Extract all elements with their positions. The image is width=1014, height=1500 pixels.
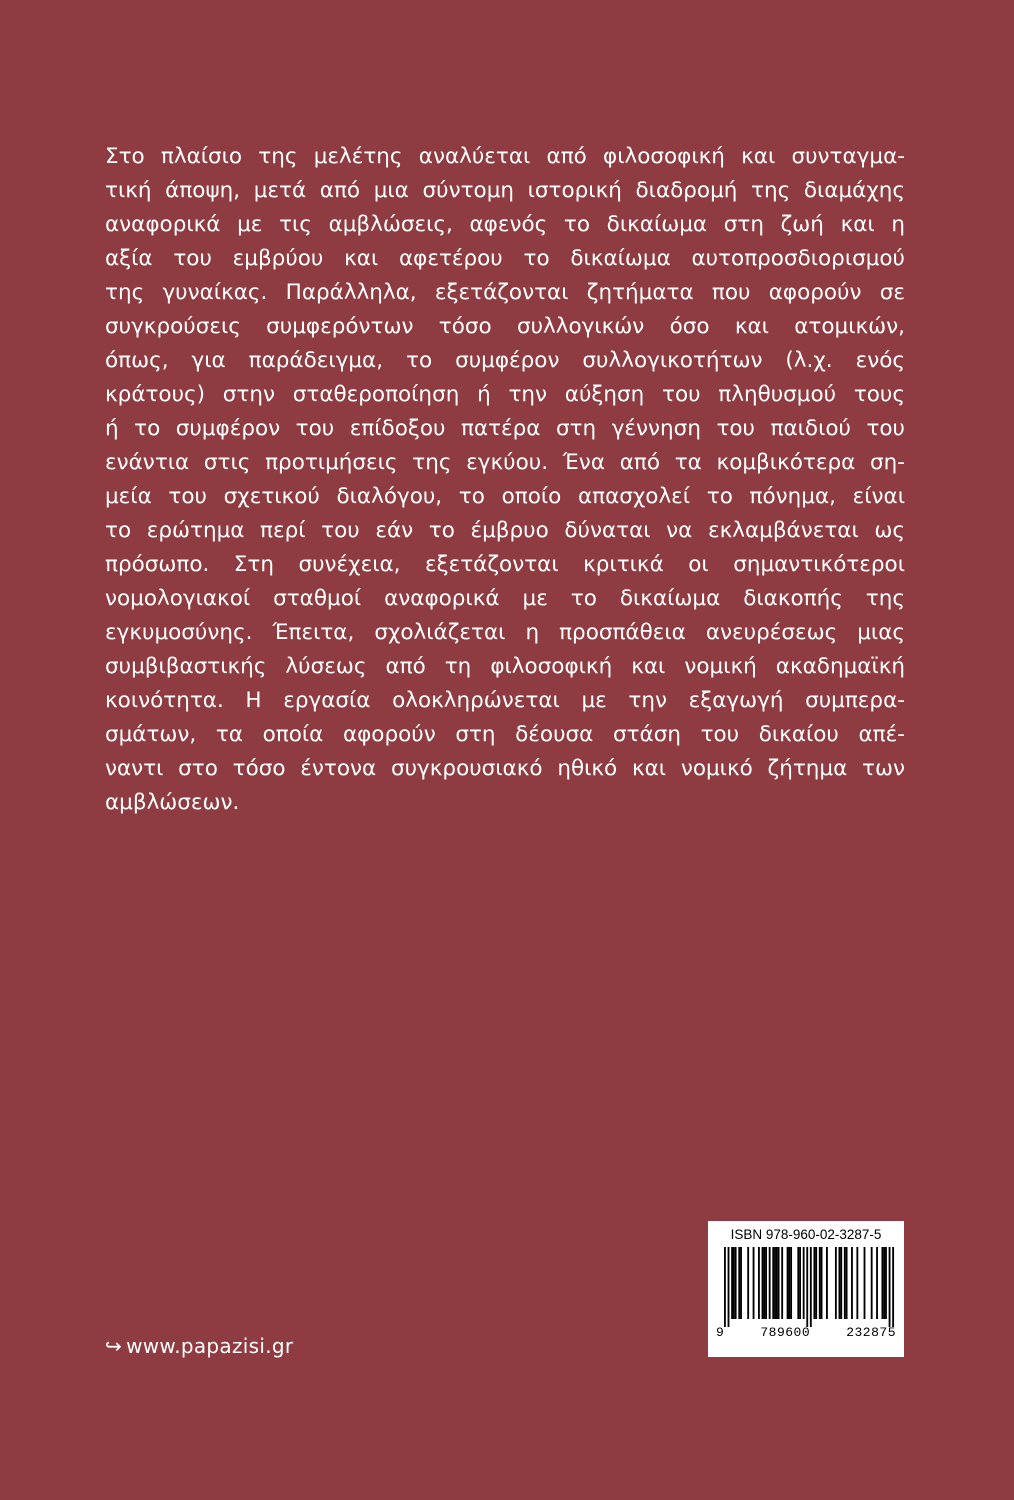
barcode-bar xyxy=(885,1247,887,1319)
barcode-bar xyxy=(778,1247,780,1319)
blurb-line: όπως, για παράδειγμα, το συμφέρον συλλογικοτήτων (λ.χ. ενός xyxy=(105,348,905,373)
barcode-bar xyxy=(856,1247,858,1319)
barcode-guard-bar xyxy=(892,1247,894,1327)
blurb-line: συγκρούσεις συμφερόντων τόσο συλλογικών όσο και ατομικών, xyxy=(105,314,905,339)
barcode-image xyxy=(716,1247,896,1327)
barcode-bar xyxy=(883,1247,885,1319)
barcode-bar xyxy=(781,1247,783,1319)
barcode-bar xyxy=(790,1247,792,1319)
isbn-label: ISBN 978-960-02-3287-5 xyxy=(730,1227,882,1242)
barcode-bar xyxy=(821,1247,823,1319)
barcode-bar xyxy=(747,1247,749,1319)
blurb-line: της γυναίκας. Παράλληλα, εξετάζονται ζητήματα που αφορούν σε xyxy=(105,280,905,305)
barcode-bar xyxy=(839,1247,841,1319)
arrow-hook-icon: ↪ xyxy=(105,1334,123,1358)
website-url[interactable]: www.papazisi.gr xyxy=(126,1334,294,1358)
barcode-guard-bar xyxy=(724,1247,726,1327)
barcode-bar xyxy=(871,1247,873,1319)
barcode-bar xyxy=(826,1247,828,1319)
barcode-bar xyxy=(758,1247,760,1319)
barcode-bar xyxy=(762,1247,764,1319)
barcode-bar xyxy=(763,1247,765,1319)
barcode-bar xyxy=(753,1247,755,1319)
blurb-line: τική άποψη, μετά από μια σύντομη ιστορική διαδρομή της διαμάχης xyxy=(105,178,905,203)
barcode-bar xyxy=(846,1247,848,1319)
barcode-bar xyxy=(740,1247,742,1319)
blurb-line: αμβλώσεων. xyxy=(105,790,240,815)
barcode-guard-bar xyxy=(806,1247,808,1327)
blurb-line: Στο πλαίσιο της μελέτης αναλύεται από φιλοσοφική και συνταγμα- xyxy=(105,144,905,169)
barcode-bar xyxy=(797,1247,799,1319)
barcode-bar xyxy=(769,1247,771,1319)
barcode-bar xyxy=(813,1247,815,1319)
barcode-bar xyxy=(735,1247,737,1319)
barcode-bar xyxy=(776,1247,778,1319)
barcode-bar xyxy=(881,1247,883,1319)
barcode-digit-first: 9 xyxy=(716,1325,725,1340)
barcode-bar xyxy=(765,1247,767,1319)
blurb-line: ενάντια στις προτιμήσεις της εγκύου. Ένα από τα κομβικότερα ση- xyxy=(105,450,905,475)
barcode-bar xyxy=(731,1247,733,1319)
blurb-line: συμβιβαστικής λύσεως από τη φιλοσοφική και νομική ακαδημαϊκή xyxy=(105,654,905,679)
blurb-line: κράτους) στην σταθεροποίηση ή την αύξηση του πληθυσμού τους xyxy=(105,382,905,407)
barcode-bar xyxy=(788,1247,790,1319)
barcode-bar xyxy=(787,1247,789,1319)
barcode-bar xyxy=(819,1247,821,1319)
blurb-line: αξία του εμβρύου και αφετέρου το δικαίωμα αυτοπροσδιορισμού xyxy=(105,246,905,271)
blurb-line: πρόσωπο. Στη συνέχεια, εξετάζονται κριτικά οι σημαντικότεροι xyxy=(105,552,905,577)
barcode-bar xyxy=(864,1247,866,1319)
barcode-guard-bar xyxy=(889,1247,891,1327)
publisher-website[interactable] xyxy=(105,1334,293,1358)
blurb-line: νομολογιακοί σταθμοί αναφορικά με το δικαίωμα διακοπής της xyxy=(105,586,905,611)
barcode-digits-left: 789600 xyxy=(760,1325,811,1340)
blurb-line: σμάτων, τα οποία αφορούν στη δέουσα στάση του δικαίου απέ- xyxy=(105,722,905,747)
barcode-bar xyxy=(774,1247,776,1319)
barcode-bar xyxy=(851,1247,853,1319)
barcode-bar xyxy=(772,1247,774,1319)
blurb-line: εγκυμοσύνης. Έπειτα, σχολιάζεται η προσπάθεια ανευρέσεως μιας xyxy=(105,620,905,645)
blurb-line: το ερώτημα περί του εάν το έμβρυο δύναται να εκλαμβάνεται ως xyxy=(105,518,905,543)
barcode-guard-bar xyxy=(728,1247,730,1327)
barcode-digits xyxy=(716,1325,896,1340)
isbn-barcode-box xyxy=(708,1221,904,1357)
barcode-bar xyxy=(799,1247,801,1319)
blurb-line: ή το συμφέρον του επίδοξου πατέρα στη γέννηση του παιδιού του xyxy=(105,416,905,441)
barcode-bar xyxy=(876,1247,878,1319)
barcode-bar xyxy=(815,1247,817,1319)
barcode-bar xyxy=(840,1247,842,1319)
barcode-bar xyxy=(738,1247,740,1319)
barcode-bar xyxy=(844,1247,846,1319)
blurb-line: κοινότητα. Η εργασία ολοκληρώνεται με την εξαγωγή συμπερα- xyxy=(105,688,905,713)
barcode-bar xyxy=(733,1247,735,1319)
blurb-line: μεία του σχετικού διαλόγου, το οποίο απασχολεί το πόνημα, είναι xyxy=(105,484,905,509)
blurb-line: αναφορικά με τις αμβλώσεις, αφενός το δικαίωμα στη ζωή και η xyxy=(105,212,905,237)
blurb-line: ναντι στο τόσο έντονα συγκρουσιακό ηθικό και νομικό ζήτημα των xyxy=(105,756,905,781)
barcode-guard-bar xyxy=(810,1247,812,1327)
barcode-bar xyxy=(835,1247,837,1319)
barcode-digits-right: 232875 xyxy=(846,1325,896,1340)
barcode-bar xyxy=(803,1247,805,1319)
blurb-text xyxy=(105,140,905,820)
